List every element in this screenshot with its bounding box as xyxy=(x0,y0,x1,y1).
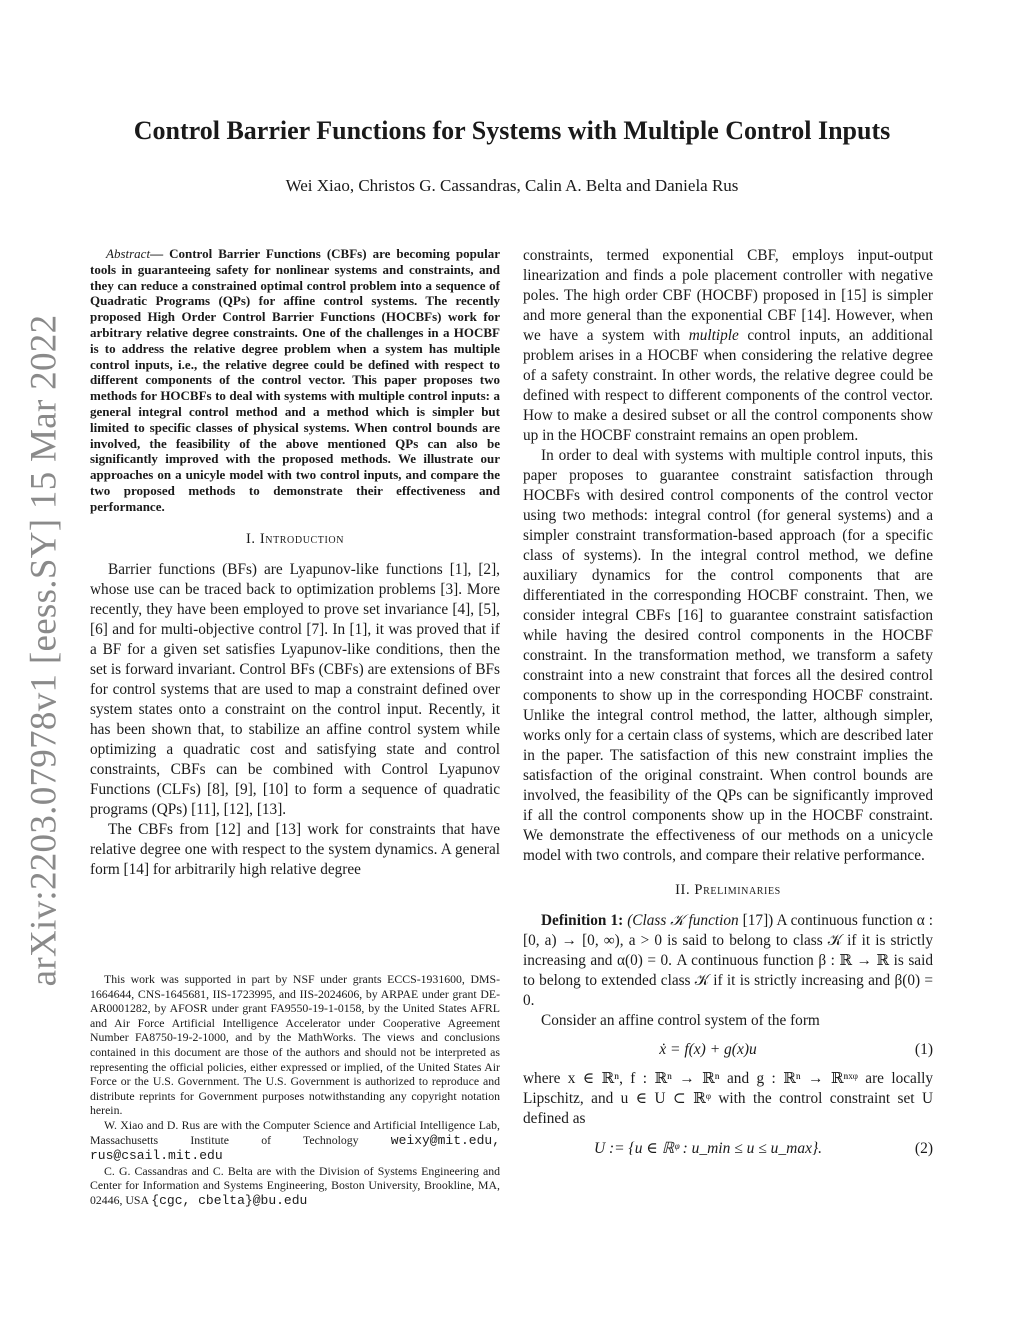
mit-emails: weixy@mit.edu, rus@csail.mit.edu xyxy=(90,1132,501,1164)
where-paragraph: where x ∈ ℝⁿ, f : ℝⁿ → ℝⁿ and g : ℝⁿ → ℝⁿˣᵠ are locally Lipschitz, and u ∈ U ⊂ ℝᵠ with the control constraint set U defined as xyxy=(523,1070,933,1127)
definition-label: Definition 1: xyxy=(541,912,624,929)
section-heading-preliminaries: II. Preliminaries xyxy=(675,882,781,898)
mit-affiliation-note xyxy=(90,1118,500,1164)
intro-paragraph-2: The CBFs from [12] and [13] work for constraints that have relative degree one with respect to the system dynamics. A general form [14] for arbitrarily high relative degree xyxy=(90,820,500,878)
abstract-text: — Control Barrier Functions (CBFs) are becoming popular tools in guaranteeing safety for nonlinear systems and constraints, and they can reduce a constrained optimal control problem into a sequence of Quadratic Programs (QPs) for affine control systems. The recently proposed High Order Control Barrier Functions (HOCBFs) work for arbitrary relative degree constraints. One of the challenges in a HOCBF is to address the relative degree problem when a system has multiple control inputs, i.e., the relative degree could be defined with respect to different components of the control vector. This paper proposes two methods for HOCBFs to deal with systems with multiple control inputs: a general integral control method and a method which is simpler but limited to specific classes of physical systems. When control bounds are involved, the feasibility of the above mentioned QPs can also be significantly improved with the proposed methods. We illustrate our approaches on a unicyle model with two control inputs, and compare the two proposed methods to demonstrate their effectiveness and performance. xyxy=(90,246,500,514)
intro-continued-part-b: control inputs, an additional problem arises in a HOCBF when considering the relative degree of a safety constraint. In other words, the relative degree could be defined with respect to different components of the control vector. How to make a desired subset or all the control components show up in the HOCBF constraint remains an open problem. xyxy=(523,327,933,444)
arxiv-stamp-text: arXiv:2203.07978v1 [eess.SY] 15 Mar 2022 xyxy=(23,314,65,986)
arxiv-stamp xyxy=(14,314,74,986)
equation-1 xyxy=(523,1041,933,1059)
intro-paragraph-1: Barrier functions (BFs) are Lyapunov-like functions [1], [2], whose use can be traced back to optimization problems [3]. More recently, they have been employed to prove set invariance [4], [5], [6] and for multi-objective control [7]. In [1], it was proved that if a BF for a given set satisfies Lyapunov-like conditions, then the set is forward invariant. Control BFs (CBFs) are extensions of BFs for control systems that are used to map a constraint defined over system states onto a constraint on the control input. Recently, it has been shown that, to stabilize an affine control system while optimizing a quadratic cost and satisfying state and control constraints, CBFs can be combined with Control Lyapunov Functions (CLFs) [8], [9], [10] to form a sequence of quadratic programs (QPs) [11], [12], [13]. xyxy=(90,560,500,818)
author-list: Wei Xiao, Christos G. Cassandras, Calin A. Belta and Daniela Rus xyxy=(285,176,739,195)
definition-text: A continuous function α : [0, a) → [0, ∞), a > 0 is said to belong to class 𝒦 if it is strictly increasing and α(0) = 0. A continuous function β : ℝ → ℝ is said to belong to extended class 𝒦 if it is strictly increasing and β(0) = 0. xyxy=(523,912,934,1009)
section-heading-introduction: I. Introduction xyxy=(245,530,345,547)
intro-paragraph-methods: In order to deal with systems with multiple control inputs, this paper proposes to guarantee constraint satisfaction through HOCBFs with desired control components of the control vector using two methods: integral control (for general systems) and a simpler constraint transformation-based approach (for a specific class of systems). In the integral control method, we define auxiliary dynamics for the control components that are differentiated in the corresponding HOCBF constraint. Then, we consider integral CBFs [16] to guarantee constraint satisfaction while having the desired control components in the HOCBF constraint. In the transformation method, we transform a safety constraint into a new constraint that forces all the desired control components to show up in the corresponding HOCBF constraint. Unlike the integral control method, the latter, although simpler, works only for a certain class of systems, which are described later in the paper. The satisfaction of this new constraint implies the satisfaction of the original constraint. When control bounds are involved, the feasibility of the QPs can be significantly improved if all the control components show up in the HOCBF constraint. We demonstrate the effectiveness of our methods on a unicycle model with two controls, and compare their relative performance. xyxy=(523,447,933,864)
equation-2-number: (2) xyxy=(914,1139,933,1157)
abstract xyxy=(90,246,500,515)
intro-emphasis: multiple xyxy=(688,327,739,344)
equation-2-expression: U := {u ∈ ℝᵠ : u_min ≤ u ≤ u_max}. xyxy=(593,1140,823,1157)
bu-affiliation: C. G. Cassandras and C. Belta are with the Division of Systems Engineering and Center for Information and Systems Engineering, Boston University, Brookline, MA, 02446, USA xyxy=(90,1163,500,1207)
equation-1-expression: ẋ = f(x) + g(x)u xyxy=(659,1041,757,1058)
funding-note: This work was supported in part by NSF under grants ECCS-1931600, DMS-1664644, CNS-1645681, IIS-1723995, and IIS-2024606, by ARPAE under grant DE-AR0001282, by AFOSR under grant FA9550-19-1-0158, by the United States AFRL and Air Force Artificial Intelligence Accelerator under Cooperative Agreement Number FA8750-19-2-1000, and by the MathWorks. The views and conclusions contained in this document are those of the authors and should not be interpreted as representing the official policies, either expressed or implied, of the United States Air Force or the U.S. Government. The U.S. Government is authorized to reproduce and distribute reprints for Government purposes notwithstanding any copyright notation herein. xyxy=(90,972,500,1118)
equation-2 xyxy=(523,1139,933,1158)
bu-emails: {cgc, cbelta}@bu.edu xyxy=(151,1192,308,1208)
definition-ref: [17]) xyxy=(742,912,774,929)
definition-1 xyxy=(523,911,933,1011)
intro-continued-part-a: constraints, termed exponential CBF, employs input-output linearization and finds a pole placement controller with negative poles. The high order CBF (HOCBF) proposed in [15] is simpler and more general than the exponential CBF [14]. However, when we have a system with xyxy=(523,247,933,344)
bu-affiliation-note xyxy=(90,1164,500,1209)
abstract-lead: Abstract xyxy=(106,246,151,261)
right-column xyxy=(523,246,933,1168)
equation-1-number: (1) xyxy=(914,1041,933,1058)
mit-affiliation: W. Xiao and D. Rus are with the Computer Science and Artificial Intelligence Lab, Massachusetts Institute of Technology xyxy=(90,1117,500,1147)
paper-title: Control Barrier Functions for Systems with Multiple Control Inputs xyxy=(133,116,891,145)
footnotes xyxy=(90,972,500,1209)
consider-sentence: Consider an affine control system of the form xyxy=(541,1012,820,1029)
intro-continued-paragraph xyxy=(523,246,933,446)
left-column xyxy=(90,246,500,880)
definition-name: (Class 𝒦 function xyxy=(627,912,739,929)
